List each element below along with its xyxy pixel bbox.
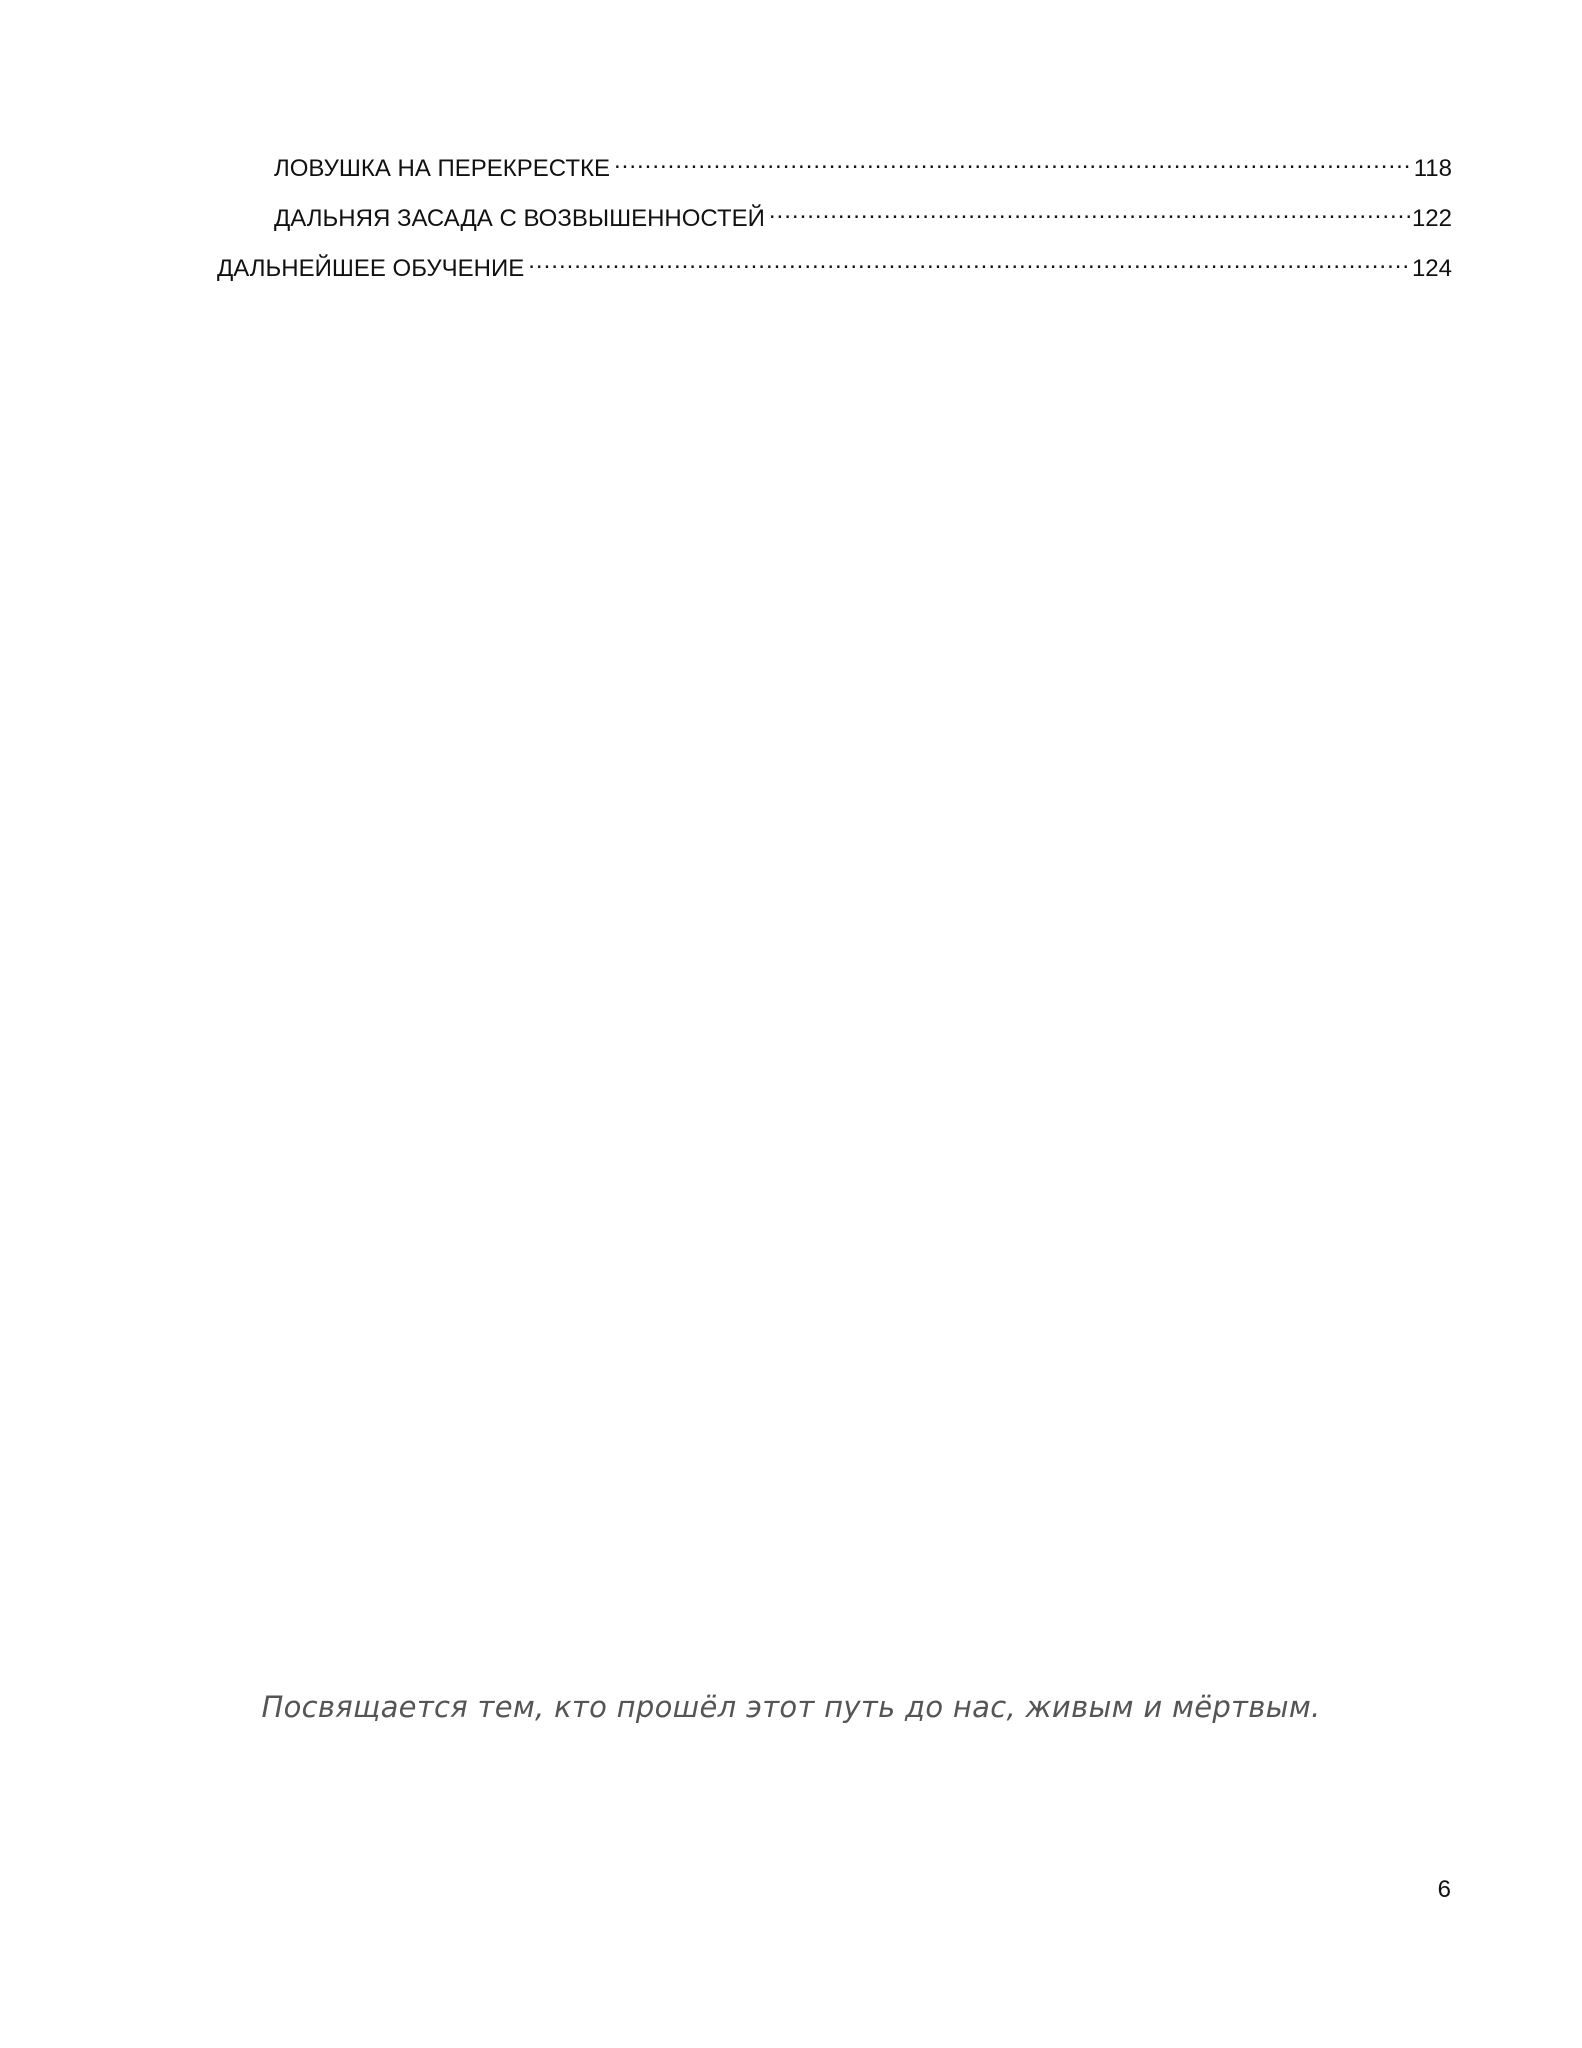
toc-entry-title: ДАЛЬНЯЯ ЗАСАДА С ВОЗВЫШЕННОСТЕЙ	[274, 205, 765, 232]
toc-entry-title: ЛОВУШКА НА ПЕРЕКРЕСТКЕ	[274, 155, 610, 182]
toc-entry-page: 124	[1411, 255, 1452, 282]
page-number: 6	[1437, 1876, 1451, 1903]
toc-leader-dots	[614, 146, 1412, 176]
toc-entry-page: 118	[1413, 155, 1452, 182]
toc-entry[interactable]	[274, 196, 1452, 234]
dedication-text: Посвящается тем, кто прошёл этот путь до нас, живым и мёртвым.	[261, 1690, 1321, 1724]
toc-leader-dots	[528, 246, 1410, 276]
toc-entry[interactable]	[274, 146, 1452, 184]
toc-entry-title: ДАЛЬНЕЙШЕЕ ОБУЧЕНИЕ	[217, 255, 525, 282]
toc-leader-dots	[769, 196, 1410, 226]
toc-entry-page: 122	[1411, 205, 1452, 232]
toc-entry[interactable]	[217, 246, 1452, 284]
